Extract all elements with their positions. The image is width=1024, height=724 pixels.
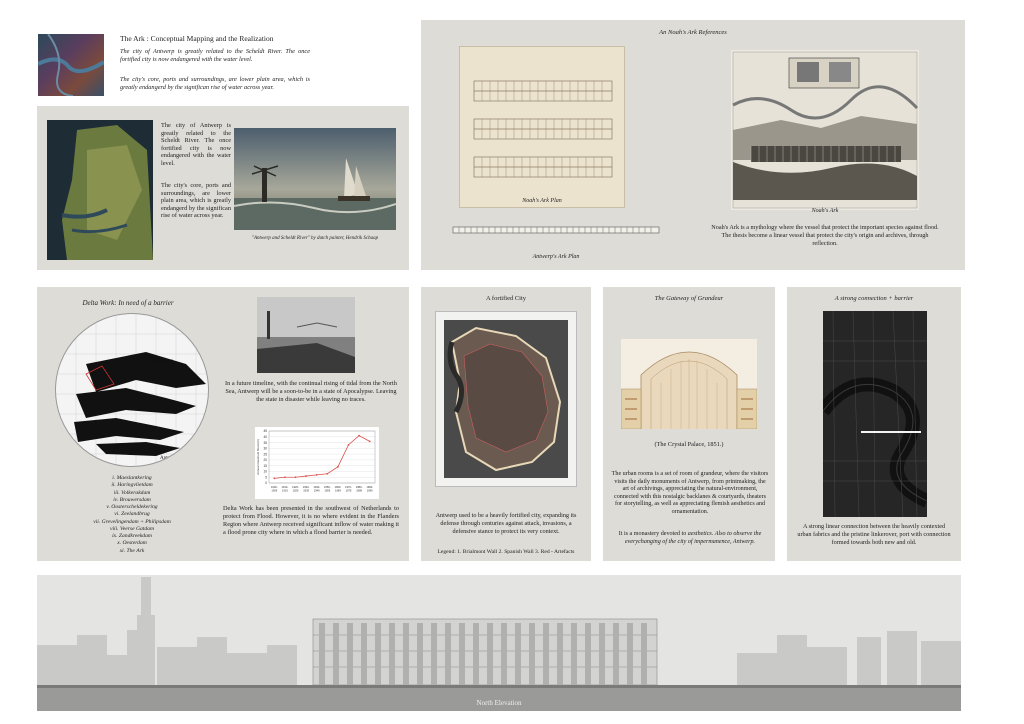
noah-ark-plan-drawing <box>459 46 625 208</box>
fortified-panel <box>421 287 591 561</box>
gateway-title: The Gateway of Grandeur <box>654 295 724 302</box>
x-tick-label: 1950- <box>323 486 331 489</box>
connection-panel <box>787 287 961 561</box>
list-item: ix. Zandkreekdam <box>112 533 152 540</box>
delta-timeline-text: In a future timeline, with the continual rising of tidal from the North Sea, Antwerp will be a soon-to-be in a state of Apocalypse. Leaving the state in disaster while leaving no traces. <box>225 380 397 403</box>
x-tick-label: 1919 <box>282 489 288 493</box>
list-item: xi. The Ark <box>119 547 145 554</box>
elevation-pier <box>627 623 633 685</box>
x-tick-label: 1940- <box>313 486 321 489</box>
list-item: vii. Grevelingendam + Philipsdam <box>93 518 171 525</box>
elevation-pier <box>473 623 479 685</box>
y-tick-label: 10 <box>263 469 267 474</box>
y-tick-label: 5 <box>265 475 267 480</box>
noah-plan-caption: Noah's Ark Plan <box>522 198 562 204</box>
data-point <box>348 444 350 446</box>
elevation-pier <box>389 623 395 685</box>
elevation-pier <box>599 623 605 685</box>
data-point <box>284 476 286 478</box>
x-tick-label: 1910- <box>281 486 289 489</box>
y-tick-label: 30 <box>263 446 267 451</box>
noah-panel <box>421 20 965 270</box>
delta-title: Delta Work: In need of a barrier <box>82 299 174 307</box>
crystal-palace-caption: (The Crystal Palace, 1851.) <box>654 441 724 448</box>
noah-title: An Noah's Ark References <box>659 29 727 36</box>
gateway-text-2-italic: aesthetics. Also to observe the everychanging of the city of impermanence, Antwerp. <box>624 531 762 545</box>
x-tick-label: 1990- <box>366 486 374 489</box>
list-item: ii. Haringvlietdam <box>111 482 153 489</box>
y-tick-label: 35 <box>263 440 267 445</box>
x-tick-label: 1969 <box>335 489 341 493</box>
series-line <box>274 436 369 479</box>
connection-title: A strong connection + barrier <box>834 295 914 302</box>
data-point <box>369 441 371 443</box>
map-label-antwerpen: Antwerpen <box>160 456 183 461</box>
data-point <box>337 466 339 468</box>
gateway-text-2 <box>611 531 769 546</box>
delta-bottom-text: Delta Work has been presented in the southwest of Netherlands to protect from Flood. However, it is no where evident in the Flanders Region where Antwerp received significant inflow of water making it a flood prone city where in which a flood barrier is needed. <box>223 505 399 536</box>
antwerp-ark-caption: Antwerp's Ark Plan <box>532 254 580 260</box>
x-tick-label: 1979 <box>345 489 352 493</box>
scheldt-text-2: The city's core, ports and surroundings, are lower plain area, which is greatly endangerd by the significan rise of water across year. <box>161 182 231 220</box>
gateway-panel <box>603 287 775 561</box>
delta-works-map <box>55 313 209 467</box>
elevation-pier <box>487 623 493 685</box>
y-tick-label: 45 <box>263 429 267 434</box>
elevation-pier <box>557 623 563 685</box>
elevation-pier <box>543 623 549 685</box>
map-label-xi: XI <box>160 449 166 454</box>
x-tick-label: 1989 <box>356 489 362 493</box>
y-tick-label: 15 <box>263 463 267 468</box>
y-tick-label: 0 <box>265 481 267 486</box>
elevation-pier <box>431 623 437 685</box>
y-axis-label: Annual maximum flood (m) <box>256 439 260 475</box>
elevation-pier <box>515 623 521 685</box>
plot-frame <box>269 431 375 483</box>
elevation-pier <box>571 623 577 685</box>
data-point <box>295 476 297 478</box>
list-item: iv. Brouwersdam <box>113 496 151 503</box>
list-item: i. Maeslantkering <box>112 475 152 481</box>
list-item: iii. Volkerakdam <box>113 489 151 496</box>
data-point <box>358 435 360 437</box>
connection-text: A strong linear connection between the heavily contexted urban fabrics and the pristine linkerover, port with connection formed towards both new and old. <box>797 523 951 546</box>
elevation-pier <box>501 623 507 685</box>
data-point <box>326 473 328 475</box>
flood-photo <box>257 297 355 373</box>
netherlands-satellite-map <box>47 120 153 260</box>
list-item: v. Oosterscheldekering <box>106 504 158 511</box>
y-tick-label: 25 <box>263 452 267 457</box>
elevation-pier <box>403 623 409 685</box>
crystal-palace-drawing <box>621 339 757 429</box>
list-item: x. Oesterdam <box>117 540 147 547</box>
data-point <box>305 475 307 477</box>
delta-panel <box>37 287 409 561</box>
flood-chart-svg <box>255 427 379 499</box>
intro-paragraph-1: The city of Antwerp is greatly related to the Scheldt River. The once fortified city is now endangered with the water level. <box>120 48 310 63</box>
elevation-panel <box>37 575 961 711</box>
fortified-text: Antwerp used to be a heavily fortified city, expanding its defense through centuries against attack, invasions, a defensive stance to protect its very context. <box>435 512 577 535</box>
noah-engraving-caption: Noah's Ark <box>811 208 839 214</box>
x-tick-label: 1900- <box>270 486 278 489</box>
x-tick-label: 1930- <box>302 486 310 489</box>
list-item: vi. Zeelandbrug <box>114 511 150 518</box>
intro-title: The Ark : Conceptual Mapping and the Realization <box>120 34 274 43</box>
satellite-thumbnail <box>38 34 104 96</box>
elevation-pier <box>445 623 451 685</box>
list-item: viii. Veerse Gatdam <box>110 525 154 532</box>
fortified-city-map <box>435 311 577 487</box>
elevation-pier <box>459 623 465 685</box>
painting-caption: "Antwerp and Scheldt River" by dutch painter, Hendrik Schaap <box>251 236 379 241</box>
x-tick-label: 1920- <box>292 486 299 489</box>
intro-paragraph-2: The city's core, ports and surroundings, are lower plain area, which is greatly endangerd by the significan rise of water across year. <box>120 76 310 91</box>
noah-ark-engraving <box>731 50 919 210</box>
elevation-pier <box>529 623 535 685</box>
gateway-text-2-plain: It is a monastery devoted to <box>618 531 688 537</box>
data-point <box>273 477 275 479</box>
x-tick-label: 1909 <box>271 489 278 493</box>
noah-description: Noah's Ark is a mythology where the vessel that protect the important species against flood. The thesis become a linear vessel that protect the city's origin and archives, through reflection. <box>711 224 939 247</box>
x-tick-label: 1929 <box>292 489 299 493</box>
painting-antwerp-scheldt <box>234 128 396 230</box>
scheldt-text-1: The city of Antwerp is greatly related to the Scheldt River. The once fortified city is now endangered with the water level. <box>161 122 231 167</box>
elevation-pier <box>347 623 353 685</box>
flood-chart <box>255 427 379 499</box>
connection-aerial-map <box>823 311 927 517</box>
antwerp-ark-plan-strip <box>451 223 661 235</box>
x-tick-label: 1939 <box>303 489 309 493</box>
y-tick-label: 20 <box>263 458 267 463</box>
elevation-pier <box>613 623 619 685</box>
elevation-pier <box>319 623 325 685</box>
elevation-pier <box>641 623 647 685</box>
y-tick-label: 40 <box>263 434 267 439</box>
elevation-drawing <box>37 575 961 711</box>
elevation-pier <box>417 623 423 685</box>
x-tick-label: 1949 <box>313 489 320 493</box>
elevation-pier <box>585 623 591 685</box>
x-tick-label: 1970- <box>345 486 352 489</box>
elevation-pier <box>375 623 381 685</box>
elevation-pier <box>361 623 367 685</box>
scheldt-panel <box>37 106 409 270</box>
map-label-rotterdam: Rotterdam <box>152 359 174 364</box>
data-point <box>316 474 318 476</box>
delta-works-list <box>77 475 187 555</box>
elevation-caption: North Elevation <box>476 699 522 707</box>
fortified-title: A fortified City <box>485 295 527 302</box>
gateway-text-1: The urban rooms is a set of room of grandeur, where the visitors visits the daily monuments of Antwerp, from printmaking, the art of archivings, appreciating the natural-environment, connected with this nostalgic backlanes & courtyards, theaters for storytelling, as well as appreciating flemish aesthetics and ornamentation. <box>611 471 769 516</box>
x-tick-label: 1999 <box>366 489 373 493</box>
x-tick-label: 1960- <box>334 486 342 489</box>
elevation-pier <box>333 623 339 685</box>
fortified-legend: Legend: 1. Brialmont Wall 2. Spanish Wall 3. Red - Artefacts <box>437 549 575 555</box>
x-tick-label: 1959 <box>324 489 331 493</box>
x-tick-label: 1980- <box>355 486 363 489</box>
